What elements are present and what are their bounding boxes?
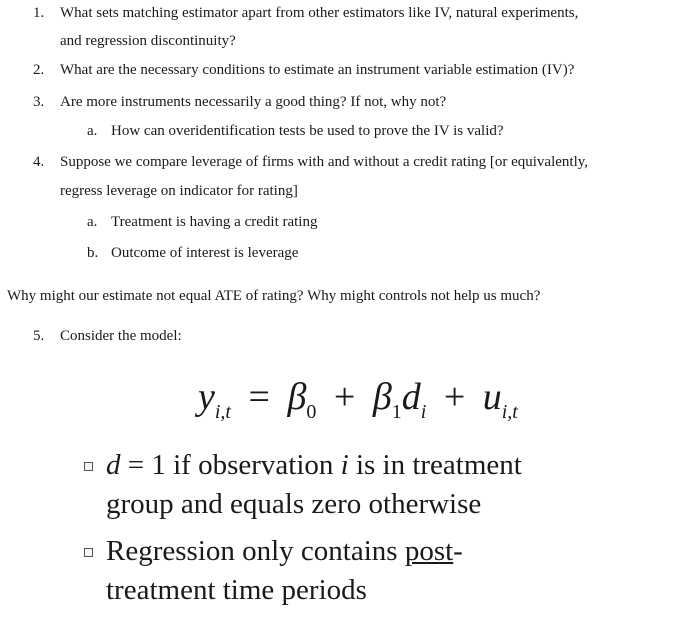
bullet-1-text-b: is in treatment xyxy=(348,449,522,481)
eq-beta0-sub: 0 xyxy=(306,401,317,423)
eq-y: y xyxy=(198,376,215,418)
eq-plus-2: + xyxy=(443,376,466,418)
q1-text-line2: and regression discontinuity? xyxy=(60,33,236,49)
q3-number: 3. xyxy=(33,94,45,110)
eq-d: d xyxy=(401,376,421,418)
bullet-1-i: i xyxy=(340,449,349,481)
eq-y-sub: i,t xyxy=(214,401,231,423)
bullet-1-line2: group and equals zero otherwise xyxy=(106,488,482,520)
q5-number: 5. xyxy=(33,328,45,344)
q4-number: 4. xyxy=(33,154,45,170)
why-question: Why might our estimate not equal ATE of rating? Why might controls not help us much? xyxy=(7,288,541,304)
bullet-1-text-a: = 1 if observation xyxy=(120,449,341,481)
bullet-1-line1 xyxy=(106,448,522,482)
q4a-text: Treatment is having a credit rating xyxy=(111,214,318,230)
eq-u-sub: i,t xyxy=(501,401,518,423)
eq-beta1-sub: 1 xyxy=(391,401,402,423)
eq-beta0: β xyxy=(287,376,307,418)
q4-text-line1: Suppose we compare leverage of firms with and without a credit rating [or equivalently, xyxy=(60,154,589,170)
eq-beta1: β xyxy=(372,376,392,418)
bullet-square-icon xyxy=(84,462,93,471)
q4-text-line2: regress leverage on indicator for rating] xyxy=(60,183,298,199)
q4b-text: Outcome of interest is leverage xyxy=(111,245,299,261)
q3a-text: How can overidentification tests be used to prove the IV is valid? xyxy=(111,123,504,139)
bullet-2-post: post xyxy=(404,535,454,567)
q3-text: Are more instruments necessarily a good thing? If not, why not? xyxy=(60,94,447,110)
bullet-2-text-a: Regression only contains xyxy=(106,535,405,567)
q5-text: Consider the model: xyxy=(60,328,182,344)
q3a-letter: a. xyxy=(87,123,98,139)
q2-text: What are the necessary conditions to estimate an instrument variable estimation (IV)? xyxy=(60,62,575,78)
q4b-letter: b. xyxy=(87,245,99,261)
q1-text-line1: What sets matching estimator apart from other estimators like IV, natural experiments, xyxy=(60,5,579,21)
eq-d-sub: i xyxy=(420,401,427,423)
bullet-square-icon xyxy=(84,548,93,557)
eq-u: u xyxy=(482,376,502,418)
eq-plus-1: + xyxy=(333,376,356,418)
bullet-1-d: d xyxy=(106,449,121,481)
q4a-letter: a. xyxy=(87,214,98,230)
model-equation xyxy=(198,377,518,432)
bullet-2-line1 xyxy=(106,534,463,568)
bullet-2-line2: treatment time periods xyxy=(106,574,367,606)
q2-number: 2. xyxy=(33,62,45,78)
bullet-2-dash: - xyxy=(453,535,463,567)
q1-number: 1. xyxy=(33,5,45,21)
eq-equals: = xyxy=(248,376,270,418)
